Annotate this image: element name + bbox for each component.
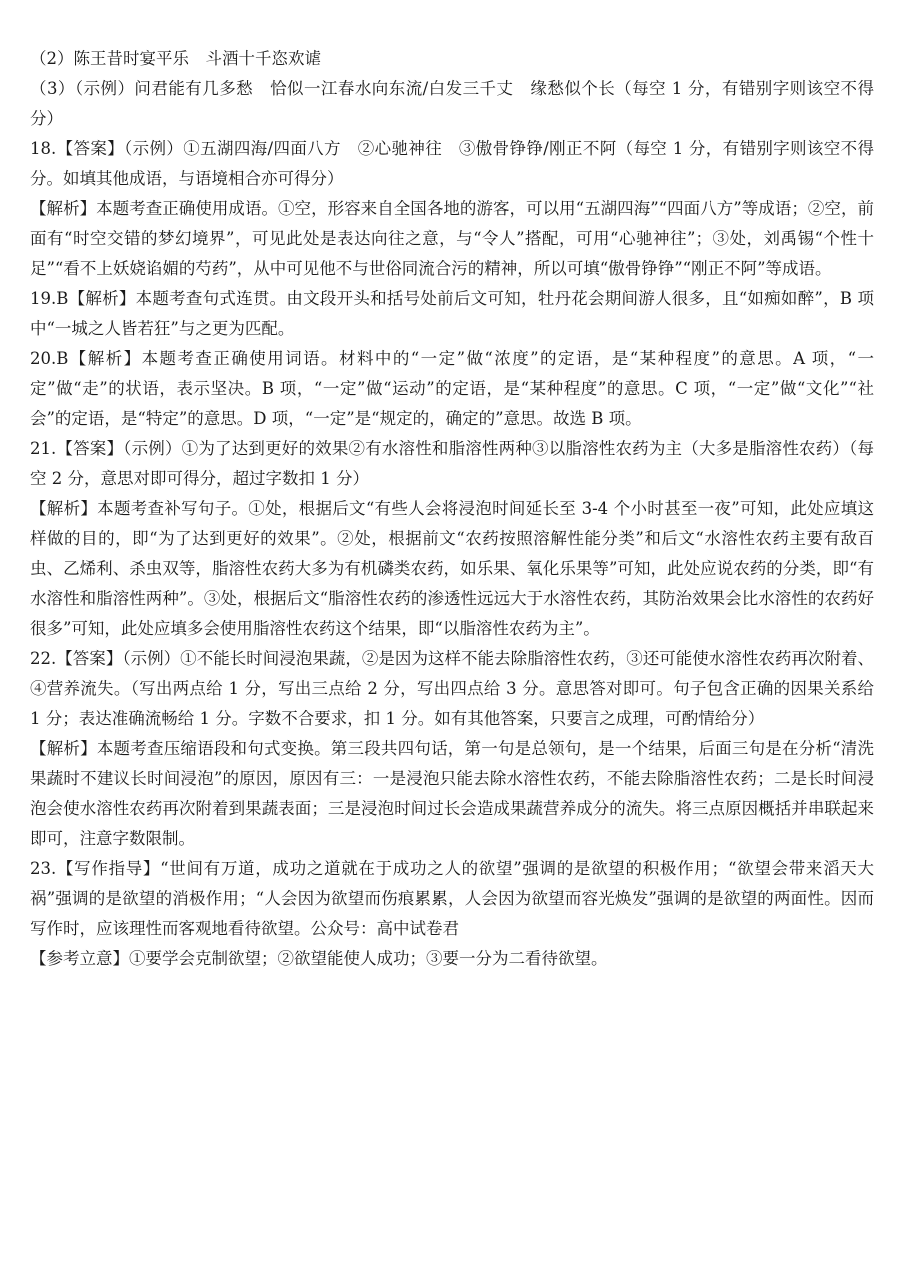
answer-line-poem-2: （2）陈王昔时宴平乐 斗酒十千恣欢谑 [30,49,321,68]
answer-21: 21.【答案】（示例）①为了达到更好的效果②有水溶性和脂溶性两种③以脂溶性农药为主（大多是脂溶性农药）（每空 2 分，意思对即可得分，超过字数扣 1 分） [30,439,874,488]
analysis-21: 【解析】本题考查补写句子。①处，根据后文“有些人会将浸泡时间延长至 3-4 个小时甚至一夜”可知，此处应填这样做的目的，即“为了达到更好的效果”。②处，根据前文“农药按照溶解性能分类”和后文“水溶性农药主要有敌百虫、乙烯利、杀虫双等，脂溶性农药大多为有机磷类农药，如乐果、氧化乐果等”可知，此处应说农药的分类，即“有水溶性和脂溶性两种”。③处，根据后文“脂溶性农药的渗透性远远大于水溶性农药，其防治效果会比水溶性的农药好很多”可知，此处应填多会使用脂溶性农药这个结果，即“以脂溶性农药为主”。 [30,499,874,638]
answer-18: 18.【答案】（示例）①五湖四海/四面八方 ②心驰神往 ③傲骨铮铮/刚正不阿（每空 1 分，有错别字则该空不得分。如填其他成语，与语境相合亦可得分） [30,139,874,188]
answer-line-poem-3: （3）（示例）问君能有几多愁 恰似一江春水向东流/白发三千丈 缘愁似个长（每空 1 分，有错别字则该空不得分） [30,79,874,128]
answer-20: 20.B【解析】本题考查正确使用词语。材料中的“一定”做“浓度”的定语，是“某种程度”的意思。A 项，“一定”做“走”的状语，表示坚决。B 项，“一定”做“运动”的定语，是“某种程度”的意思。C 项，“一定”做“文化”“社会”的定语，是“特定”的意思。D 项，“一定”是“规定的，确定的”意思。故选 B 项。 [30,349,874,428]
writing-guide-23: 23.【写作指导】“世间有万道，成功之道就在于成功之人的欲望”强调的是欲望的积极作用；“欲望会带来滔天大祸”强调的是欲望的消极作用；“人会因为欲望而伤痕累累，人会因为欲望而容光焕发”强调的是欲望的两面性。因而写作时，应该理性而客观地看待欲望。公众号：高中试卷君 [30,859,874,938]
answer-22: 22.【答案】（示例）①不能长时间浸泡果蔬，②是因为这样不能去除脂溶性农药，③还可能使水溶性农药再次附着、④营养流失。（写出两点给 1 分，写出三点给 2 分，写出四点给 3 分。意思答对即可。句子包含正确的因果关系给 1 分；表达准确流畅给 1 分。字数不合要求，扣 1 分。如有其他答案，只要言之成理，可酌情给分） [30,649,874,728]
analysis-22: 【解析】本题考查压缩语段和句式变换。第三段共四句话，第一句是总领句，是一个结果，后面三句是在分析“清洗果蔬时不建议长时间浸泡”的原因，原因有三：一是浸泡只能去除水溶性农药，不能去除脂溶性农药；二是长时间浸泡会使水溶性农药再次附着到果蔬表面；三是浸泡时间过长会造成果蔬营养成分的流失。将三点原因概括并串联起来即可，注意字数限制。 [30,739,874,848]
analysis-18: 【解析】本题考查正确使用成语。①空，形容来自全国各地的游客，可以用“五湖四海”“四面八方”等成语；②空，前面有“时空交错的梦幻境界”，可见此处是表达向往之意，与“令人”搭配，可用“心驰神往”；③处，刘禹锡“个性十足”“看不上妖娆谄媚的芍药”，从中可见他不与世俗同流合污的精神，所以可填“傲骨铮铮”“刚正不阿”等成语。 [30,199,874,278]
answer-19: 19.B【解析】本题考查句式连贯。由文段开头和括号处前后文可知，牡丹花会期间游人很多，且“如痴如醉”，B 项中“一城之人皆若狂”与之更为匹配。 [30,289,874,338]
reference-ideas: 【参考立意】①要学会克制欲望；②欲望能使人成功；③要一分为二看待欲望。 [30,949,608,968]
